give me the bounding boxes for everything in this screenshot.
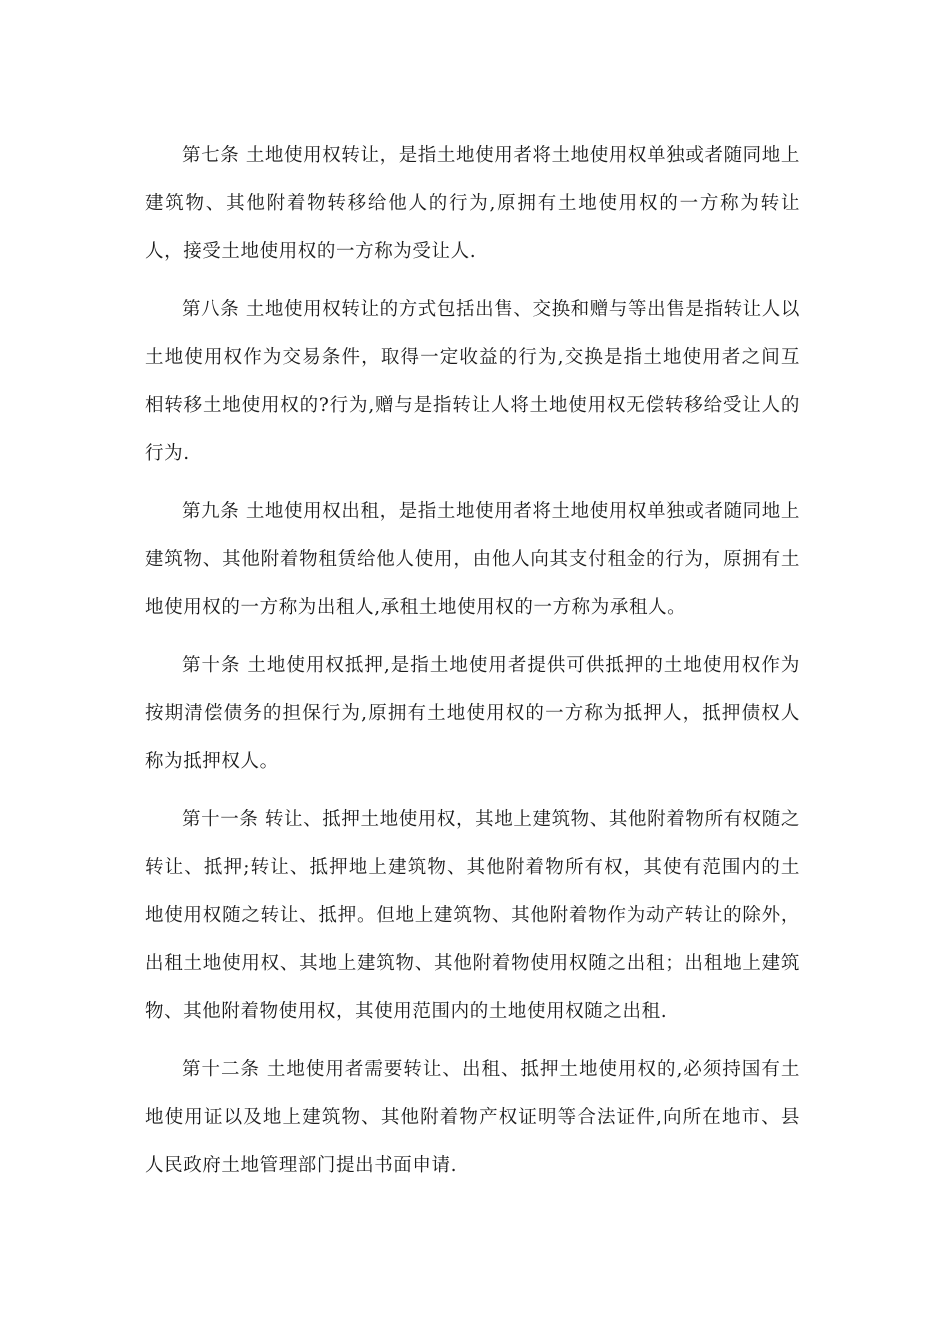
article-7-paragraph: 第七条 土地使用权转让，是指土地使用者将土地使用权单独或者随同地上建筑物、其他附着物转移给他人的行为,原拥有土地使用权的一方称为转让人，接受土地使用权的一方称为受让人. (145, 145, 800, 262)
article-12-paragraph: 第十二条 土地使用者需要转让、出租、抵押土地使用权的,必须持国有土地使用证以及地上建筑物、其他附着物产权证明等合法证件,向所在地市、县人民政府土地管理部门提出书面申请. (145, 1059, 800, 1176)
article-11-paragraph: 第十一条 转让、抵押土地使用权，其地上建筑物、其他附着物所有权随之转让、抵押;转让、抵押地上建筑物、其他附着物所有权，其使有范围内的土地使用权随之转让、抵押。但地上建筑物、其他附着物作为动产转让的除外，出租土地使用权、其地上建筑物、其他附着物使用权随之出租；出租地上建筑物、其他附着物使用权，其使用范围内的土地使用权随之出租. (145, 809, 800, 1022)
document-page (145, 132, 800, 1200)
article-9-paragraph: 第九条 土地使用权出租，是指土地使用者将土地使用权单独或者随同地上建筑物、其他附着物租赁给他人使用，由他人向其支付租金的行为，原拥有土地使用权的一方称为出租人,承租土地使用权的一方称为承租人。 (145, 501, 800, 618)
article-8-paragraph: 第八条 土地使用权转让的方式包括出售、交换和赠与等出售是指转让人以土地使用权作为交易条件，取得一定收益的行为,交换是指土地使用者之间互相转移土地使用权的?行为,赠与是指转让人将土地使用权无偿转移给受让人的行为. (145, 299, 800, 464)
article-10-paragraph: 第十条 土地使用权抵押,是指土地使用者提供可供抵押的土地使用权作为按期清偿债务的担保行为,原拥有土地使用权的一方称为抵押人，抵押债权人称为抵押权人。 (145, 655, 800, 772)
